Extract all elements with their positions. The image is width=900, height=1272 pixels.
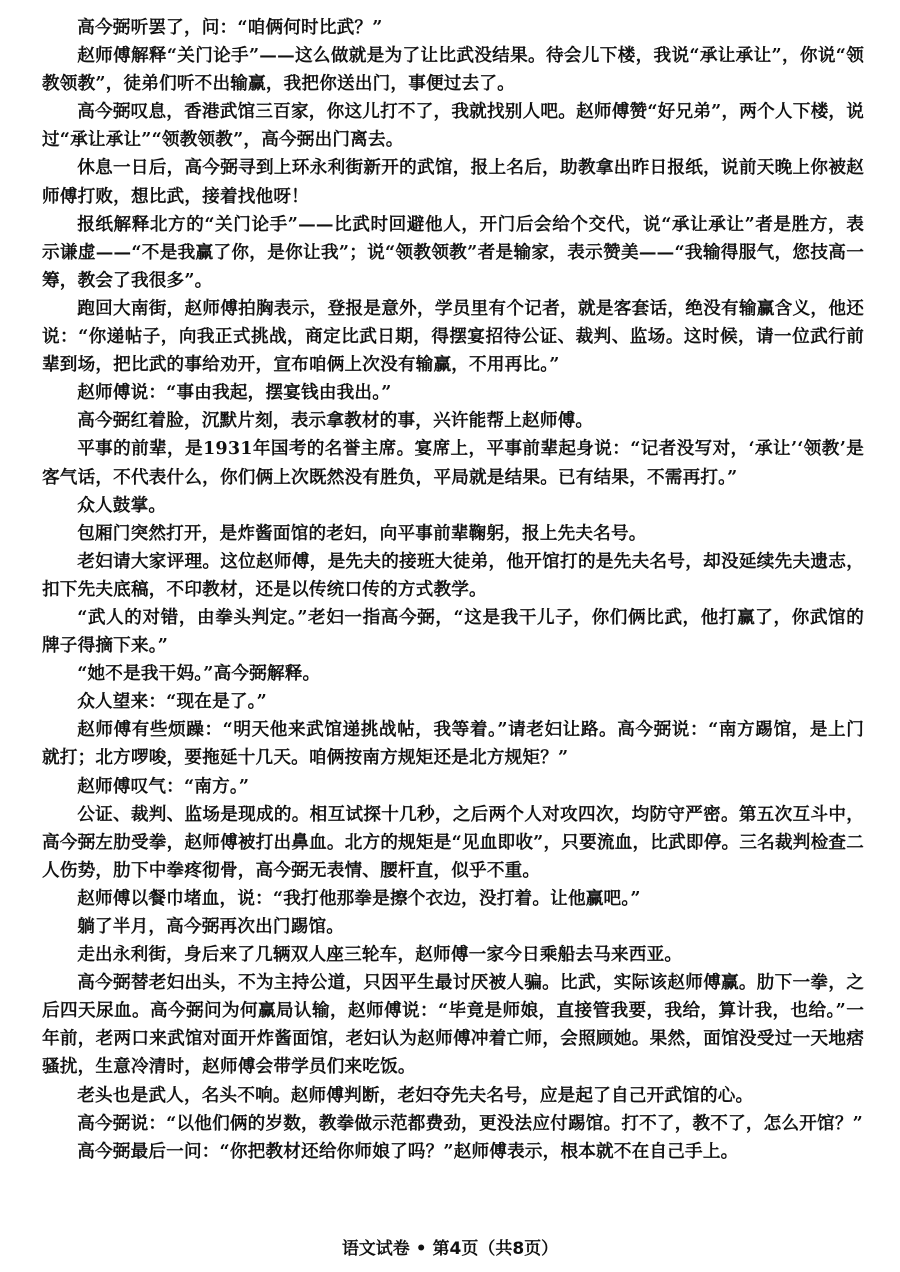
paragraph: “武人的对错，由拳头判定。”老妇一指高今弼，“这是我干儿子，你们俩比武，他打赢了，你武馆的牌子得摘下来。” (42, 606, 864, 657)
paragraph: 老妇请大家评理。这位赵师傅，是先夫的接班大徒弟，他开馆打的是先夫名号，却没延续先夫遗志，扣下先夫底稿，不印教材，还是以传统口传的方式教学。 (42, 550, 864, 600)
paragraph: 高今弼听罢了，问：“咱俩何时比武？” (77, 17, 383, 38)
paragraph: 赵师傅解释“关门论手”——这么做就是为了让比武没结果。待会儿下楼，我说“承让承让”，你说“领教领教”，徒弟们听不出输赢，我把你送出门，事便过去了。 (42, 45, 864, 95)
paragraph: 跑回大南街，赵师傅拍胸表示，登报是意外，学员里有个记者，就是客套话，绝没有输赢含义，他还说：“你递帖子，向我正式挑战，商定比武日期，得摆宴招待公证、裁判、监场。这时候，请一位武行前辈到场，把比武的事给劝开，宣布咱俩上次没有输赢，不用再比。” (42, 297, 864, 376)
paragraph: 高今弼说：“以他们俩的岁数，教拳做示范都费劲，更没法应付踢馆。打不了，教不了，怎么开馆？” (77, 1112, 863, 1134)
paragraph: 休息一日后，高今弼寻到上环永利街新开的武馆，报上名后，助教拿出昨日报纸，说前天晚上你被赵师傅打败，想比武，接着找他呀！ (42, 157, 864, 207)
paragraph: “她不是我干妈。”高今弼解释。 (77, 663, 321, 685)
paragraph: 高今弼最后一问：“你把教材还给你师娘了吗？”赵师傅表示，根本就不在自己手上。 (77, 1140, 739, 1162)
paragraph: 包厢门突然打开，是炸酱面馆的老妇，向平事前辈鞠躬，报上先夫名号。 (77, 522, 647, 544)
paragraph: 赵师傅叹气：“南方。” (77, 775, 250, 797)
paragraph: 众人望来：“现在是了。” (77, 691, 267, 713)
paragraph: 公证、裁判、监场是现成的。相互试探十几秒，之后两个人对攻四次，均防守严密。第五次互斗中，高今弼左肋受拳，赵师傅被打出鼻血。北方的规矩是“见血即收”，只要流血，比武即停。三名裁判检查二人伤势，肋下中拳疼彻骨，高今弼无表情、腰杆直，似乎不重。 (42, 803, 864, 881)
paragraph: 老头也是武人，名头不响。赵师傅判断，老妇夺先夫名号，应是起了自己开武馆的心。 (77, 1084, 754, 1106)
paragraph: 躺了半月，高今弼再次出门踢馆。 (77, 916, 345, 937)
paragraph: 赵师傅有些烦躁：“明天他来武馆递挑战帖，我等着。”请老妇让路。高今弼说：“南方踢馆，是上门就打；北方啰唆，要拖延十几天。咱俩按南方规矩还是北方规矩？” (42, 719, 864, 769)
paragraph: 高今弼替老妇出头，不为主持公道，只因平生最讨厌被人骗。比武，实际该赵师傅赢。肋下一拳，之后四天尿血。高今弼问为何赢局认输，赵师傅说：“毕竟是师娘，直接管我要，我给，算计我，也给。”一年前，老两口来武馆对面开炸酱面馆，老妇认为赵师傅冲着亡师，会照顾她。果然，面馆没受过一天地痞骚扰，生意冷清时，赵师傅会带学员们来吃饭。 (42, 972, 864, 1078)
paragraph: 赵师傅说：“事由我起，摆宴钱由我出。” (77, 382, 392, 404)
paragraph: 赵师傅以餐巾堵血，说：“我打他那拳是擦个衣边，没打着。让他赢吧。” (77, 887, 641, 909)
paragraph: 高今弼叹息，香港武馆三百家，你这儿打不了，我就找别人吧。赵师傅赞“好兄弟”，两个人下楼，说过“承让承让”“领教领教”，高今弼出门离去。 (42, 101, 864, 151)
paragraph: 报纸解释北方的“关门论手”——比武时回避他人，开门后会给个交代，说“承让承让”者是胜方，表示谦虚——“不是我赢了你，是你让我”；说“领教领教”者是输家，表示赞美——“我输得服气，您技高一筹，教会了我很多”。 (42, 213, 864, 291)
paragraph: 走出永利街，身后来了几辆双人座三轮车，赵师傅一家今日乘船去马来西亚。 (77, 944, 683, 966)
paragraph: 高今弼红着脸，沉默片刻，表示拿教材的事，兴许能帮上赵师傅。 (77, 410, 594, 432)
paragraph: 平事的前辈，是1931年国考的名誉主席。宴席上，平事前辈起身说：“记者没写对，‘承让’‘领教’是客气话，不代表什么，你们俩上次既然没有胜负，平局就是结果。已有结果，不需再打。” (42, 438, 864, 488)
article-body (42, 14, 864, 1166)
paragraph: 众人鼓掌。 (77, 494, 167, 516)
page-footer: 语文试卷 • 第4页（共8页） (341, 1239, 559, 1259)
